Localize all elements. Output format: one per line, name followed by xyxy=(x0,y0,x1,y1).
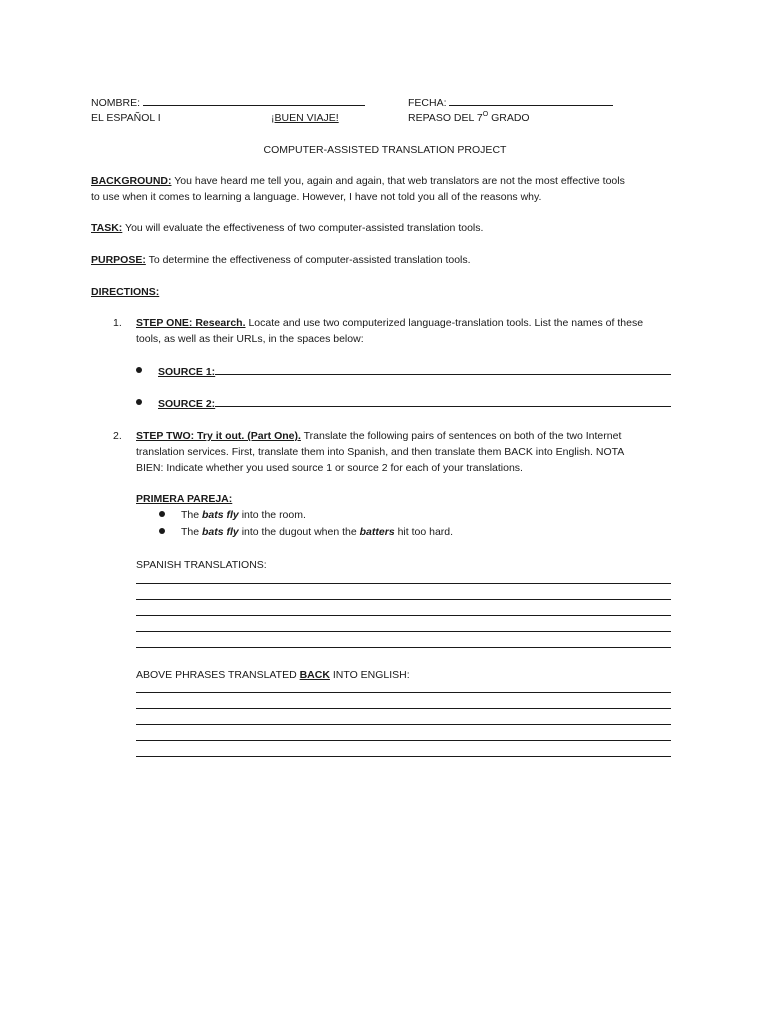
class-name: EL ESPAÑOL I xyxy=(91,112,161,124)
directions-heading: DIRECTIONS: xyxy=(91,286,160,298)
answer-line[interactable] xyxy=(136,631,671,632)
sentence-1 xyxy=(181,507,306,523)
unit-title: ¡BUEN VIAJE! xyxy=(271,112,339,124)
step2-label: STEP TWO: Try it out. (Part One). xyxy=(136,430,301,442)
sentence-2 xyxy=(181,524,453,540)
task-text: You will evaluate the effectiveness of two computer-assisted translation tools. xyxy=(125,222,484,234)
sentence-2-emphasis-2: batters xyxy=(359,526,395,538)
answer-line[interactable] xyxy=(136,647,671,648)
english-label-back: BACK xyxy=(299,669,330,681)
purpose-line xyxy=(91,252,471,268)
answer-line[interactable] xyxy=(136,724,671,725)
review-prefix: REPASO DEL 7 xyxy=(408,112,483,124)
background-label: BACKGROUND: xyxy=(91,175,172,187)
answer-line[interactable] xyxy=(136,599,671,600)
step1-line-1 xyxy=(136,315,643,331)
source1-field[interactable] xyxy=(158,363,671,380)
step2-text-3: BIEN: Indicate whether you used source 1 or source 2 for each of your translations. xyxy=(136,462,523,474)
background-text-2: to use when it comes to learning a language. However, I have not told you all of the reasons why. xyxy=(91,191,542,203)
source2-label: SOURCE 2: xyxy=(158,398,216,410)
date-blank-line[interactable] xyxy=(449,94,613,106)
answer-line[interactable] xyxy=(136,708,671,709)
background-line-1 xyxy=(91,173,625,189)
source1-label: SOURCE 1: xyxy=(158,366,216,378)
step2-line-1 xyxy=(136,428,621,444)
sentence-1-part-c: into the room. xyxy=(241,509,306,521)
step2-number: 2. xyxy=(113,430,122,442)
answer-line[interactable] xyxy=(136,692,671,693)
answer-line[interactable] xyxy=(136,583,671,584)
purpose-text: To determine the effectiveness of computer-assisted translation tools. xyxy=(148,254,471,266)
sentence-2-part-c: into the dugout when the xyxy=(241,526,357,538)
english-label-part-a: ABOVE PHRASES TRANSLATED xyxy=(136,669,297,681)
english-translations-label xyxy=(136,667,410,683)
task-label: TASK: xyxy=(91,222,123,234)
answer-line[interactable] xyxy=(136,756,671,757)
sentence-1-emphasis: bats fly xyxy=(202,509,239,521)
step1-text-1: Locate and use two computerized language-translation tools. List the names of these xyxy=(248,317,644,329)
pair-heading: PRIMERA PAREJA: xyxy=(136,493,233,505)
review-suffix: GRADO xyxy=(491,112,530,124)
answer-line[interactable] xyxy=(136,615,671,616)
bullet-icon xyxy=(136,399,142,405)
sentence-2-emphasis-1: bats fly xyxy=(202,526,239,538)
spanish-translations-label: SPANISH TRANSLATIONS: xyxy=(136,559,267,571)
task-line xyxy=(91,220,483,236)
sentence-2-part-a: The xyxy=(181,526,200,538)
step1-text-2: tools, as well as their URLs, in the spaces below: xyxy=(136,333,364,345)
date-field[interactable] xyxy=(408,94,613,111)
step1-label: STEP ONE: Research. xyxy=(136,317,246,329)
step1-number: 1. xyxy=(113,317,122,329)
sentence-1-part-a: The xyxy=(181,509,200,521)
name-label: NOMBRE: xyxy=(91,97,141,109)
answer-line[interactable] xyxy=(136,740,671,741)
source1-blank-line[interactable] xyxy=(215,363,671,375)
source2-blank-line[interactable] xyxy=(215,395,671,407)
sentence-2-part-e: hit too hard. xyxy=(397,526,454,538)
step2-text-2: translation services. First, translate them into Spanish, and then translate them BACK into English. NOTA xyxy=(136,446,625,458)
source2-field[interactable] xyxy=(158,395,671,412)
review-superscript: O xyxy=(482,111,489,118)
name-field[interactable] xyxy=(91,94,365,111)
bullet-icon xyxy=(136,367,142,373)
page-title: COMPUTER-ASSISTED TRANSLATION PROJECT xyxy=(263,144,507,156)
purpose-label: PURPOSE: xyxy=(91,254,146,266)
bullet-icon xyxy=(159,528,165,534)
bullet-icon xyxy=(159,511,165,517)
review-label xyxy=(408,110,530,126)
background-text-1: You have heard me tell you, again and again, that web translators are not the most effective tools xyxy=(174,175,625,187)
date-label: FECHA: xyxy=(408,97,447,109)
english-label-part-c: INTO ENGLISH: xyxy=(332,669,410,681)
name-blank-line[interactable] xyxy=(143,94,365,106)
step2-text-1: Translate the following pairs of sentences on both of the two Internet xyxy=(303,430,622,442)
